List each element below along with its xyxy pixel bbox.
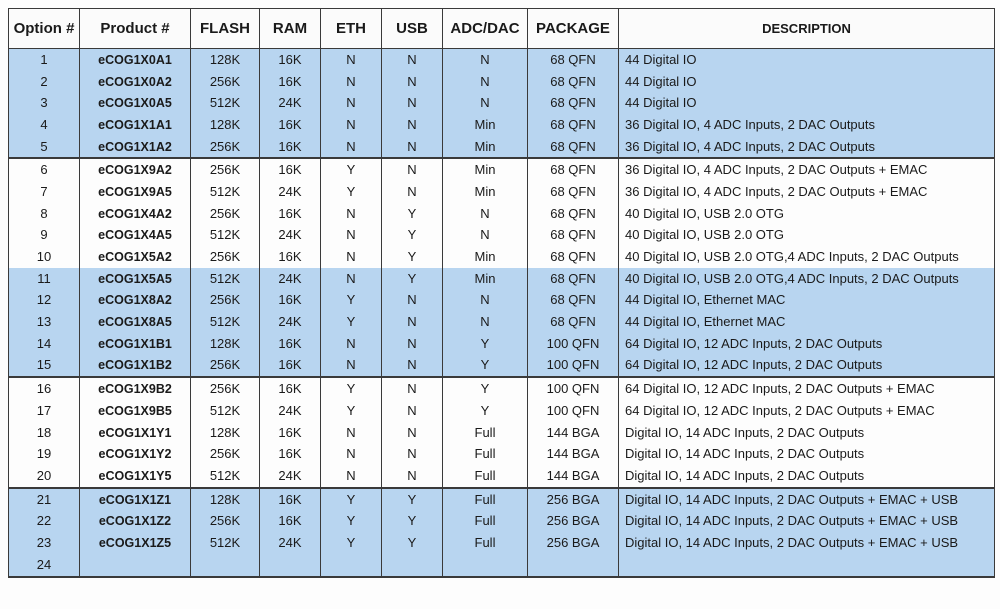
cell-ram: 16K — [260, 488, 321, 511]
table-row — [9, 465, 995, 488]
cell-flash: 256K — [191, 136, 260, 159]
table-row — [9, 158, 995, 181]
table-row — [9, 181, 995, 203]
cell-option: 2 — [9, 71, 80, 93]
cell-adc-dac: Min — [443, 268, 528, 290]
cell-description: 64 Digital IO, 12 ADC Inputs, 2 DAC Outputs — [619, 333, 995, 355]
cell-adc-dac: Full — [443, 443, 528, 465]
cell-flash: 256K — [191, 510, 260, 532]
cell-description — [619, 554, 995, 577]
cell-eth: Y — [321, 400, 382, 422]
cell-package: 68 QFN — [528, 71, 619, 93]
cell-eth: Y — [321, 311, 382, 333]
cell-adc-dac: Min — [443, 181, 528, 203]
cell-package: 68 QFN — [528, 225, 619, 247]
cell-ram: 16K — [260, 377, 321, 400]
cell-option: 4 — [9, 114, 80, 136]
cell-option: 20 — [9, 465, 80, 488]
cell-ram: 24K — [260, 92, 321, 114]
cell-product: eCOG1X1B2 — [80, 355, 191, 378]
table-row — [9, 71, 995, 93]
cell-option: 24 — [9, 554, 80, 577]
cell-adc-dac: Full — [443, 510, 528, 532]
cell-ram: 24K — [260, 268, 321, 290]
cell-flash: 512K — [191, 532, 260, 554]
cell-eth: N — [321, 92, 382, 114]
cell-usb: N — [382, 92, 443, 114]
cell-option: 17 — [9, 400, 80, 422]
cell-adc-dac: Min — [443, 114, 528, 136]
table-row — [9, 333, 995, 355]
cell-eth: Y — [321, 181, 382, 203]
cell-eth: N — [321, 246, 382, 268]
cell-package: 256 BGA — [528, 532, 619, 554]
cell-product: eCOG1X1Y2 — [80, 443, 191, 465]
cell-product: eCOG1X4A5 — [80, 225, 191, 247]
cell-eth: Y — [321, 532, 382, 554]
cell-package: 68 QFN — [528, 92, 619, 114]
cell-description: 40 Digital IO, USB 2.0 OTG — [619, 225, 995, 247]
cell-product: eCOG1X1Y5 — [80, 465, 191, 488]
header-product: Product # — [80, 9, 191, 49]
cell-eth — [321, 554, 382, 577]
cell-adc-dac: N — [443, 49, 528, 71]
table-row — [9, 246, 995, 268]
cell-option: 19 — [9, 443, 80, 465]
cell-eth: N — [321, 225, 382, 247]
cell-flash: 512K — [191, 181, 260, 203]
cell-option: 13 — [9, 311, 80, 333]
cell-flash — [191, 554, 260, 577]
cell-flash: 512K — [191, 225, 260, 247]
cell-description: Digital IO, 14 ADC Inputs, 2 DAC Outputs + EMAC + USB — [619, 510, 995, 532]
cell-usb: Y — [382, 268, 443, 290]
cell-usb: N — [382, 311, 443, 333]
cell-description: Digital IO, 14 ADC Inputs, 2 DAC Outputs + EMAC + USB — [619, 488, 995, 511]
cell-option: 3 — [9, 92, 80, 114]
cell-eth: N — [321, 333, 382, 355]
cell-option: 10 — [9, 246, 80, 268]
cell-option: 8 — [9, 203, 80, 225]
header-adc-dac: ADC/DAC — [443, 9, 528, 49]
cell-package: 68 QFN — [528, 246, 619, 268]
header-ram: RAM — [260, 9, 321, 49]
cell-ram: 16K — [260, 333, 321, 355]
cell-eth: N — [321, 136, 382, 159]
cell-option: 9 — [9, 225, 80, 247]
cell-flash: 512K — [191, 92, 260, 114]
cell-adc-dac — [443, 554, 528, 577]
cell-flash: 128K — [191, 49, 260, 71]
cell-eth: Y — [321, 290, 382, 312]
cell-description: 40 Digital IO, USB 2.0 OTG,4 ADC Inputs, 2 DAC Outputs — [619, 246, 995, 268]
cell-ram: 24K — [260, 181, 321, 203]
cell-usb: Y — [382, 488, 443, 511]
table-row — [9, 510, 995, 532]
cell-flash: 512K — [191, 400, 260, 422]
cell-adc-dac: N — [443, 92, 528, 114]
cell-flash: 256K — [191, 290, 260, 312]
table-row — [9, 136, 995, 159]
cell-eth: N — [321, 71, 382, 93]
cell-eth: N — [321, 422, 382, 444]
cell-ram: 24K — [260, 465, 321, 488]
cell-package: 68 QFN — [528, 203, 619, 225]
cell-eth: N — [321, 114, 382, 136]
header-description: DESCRIPTION — [619, 9, 995, 49]
cell-description: 36 Digital IO, 4 ADC Inputs, 2 DAC Outputs + EMAC — [619, 158, 995, 181]
table-row — [9, 443, 995, 465]
cell-ram: 16K — [260, 114, 321, 136]
cell-eth: Y — [321, 488, 382, 511]
cell-adc-dac: N — [443, 71, 528, 93]
cell-adc-dac: N — [443, 203, 528, 225]
cell-flash: 512K — [191, 465, 260, 488]
cell-flash: 512K — [191, 311, 260, 333]
cell-adc-dac: N — [443, 290, 528, 312]
cell-ram: 24K — [260, 400, 321, 422]
table-row — [9, 422, 995, 444]
header-eth: ETH — [321, 9, 382, 49]
cell-usb: N — [382, 333, 443, 355]
cell-adc-dac: Full — [443, 422, 528, 444]
cell-flash: 256K — [191, 377, 260, 400]
cell-usb: N — [382, 400, 443, 422]
cell-product: eCOG1X0A1 — [80, 49, 191, 71]
table-row — [9, 225, 995, 247]
cell-description: 36 Digital IO, 4 ADC Inputs, 2 DAC Outputs — [619, 114, 995, 136]
cell-usb: N — [382, 71, 443, 93]
cell-product: eCOG1X1B1 — [80, 333, 191, 355]
cell-description: 36 Digital IO, 4 ADC Inputs, 2 DAC Outputs — [619, 136, 995, 159]
cell-ram: 16K — [260, 136, 321, 159]
cell-ram: 24K — [260, 532, 321, 554]
cell-description: 44 Digital IO — [619, 71, 995, 93]
cell-adc-dac: Full — [443, 465, 528, 488]
cell-package: 144 BGA — [528, 443, 619, 465]
cell-description: 64 Digital IO, 12 ADC Inputs, 2 DAC Outputs — [619, 355, 995, 378]
cell-eth: N — [321, 465, 382, 488]
header-option: Option # — [9, 9, 80, 49]
cell-option: 1 — [9, 49, 80, 71]
cell-package: 100 QFN — [528, 377, 619, 400]
cell-option: 11 — [9, 268, 80, 290]
cell-description: 44 Digital IO — [619, 49, 995, 71]
cell-package: 144 BGA — [528, 422, 619, 444]
cell-flash: 128K — [191, 422, 260, 444]
cell-option: 16 — [9, 377, 80, 400]
cell-package: 68 QFN — [528, 158, 619, 181]
cell-usb: N — [382, 181, 443, 203]
cell-ram: 16K — [260, 355, 321, 378]
cell-product: eCOG1X4A2 — [80, 203, 191, 225]
cell-flash: 256K — [191, 355, 260, 378]
cell-product: eCOG1X9B2 — [80, 377, 191, 400]
cell-package — [528, 554, 619, 577]
cell-ram: 16K — [260, 158, 321, 181]
cell-adc-dac: Full — [443, 488, 528, 511]
cell-ram: 16K — [260, 510, 321, 532]
cell-ram: 16K — [260, 203, 321, 225]
cell-description: Digital IO, 14 ADC Inputs, 2 DAC Outputs — [619, 443, 995, 465]
cell-package: 68 QFN — [528, 268, 619, 290]
table-row — [9, 488, 995, 511]
cell-ram: 16K — [260, 49, 321, 71]
cell-product: eCOG1X1Z1 — [80, 488, 191, 511]
cell-usb: N — [382, 465, 443, 488]
cell-package: 68 QFN — [528, 136, 619, 159]
cell-description: 44 Digital IO — [619, 92, 995, 114]
cell-flash: 128K — [191, 114, 260, 136]
table-row — [9, 92, 995, 114]
cell-flash: 256K — [191, 158, 260, 181]
cell-option: 15 — [9, 355, 80, 378]
cell-flash: 512K — [191, 268, 260, 290]
cell-usb: N — [382, 355, 443, 378]
table-row — [9, 554, 995, 577]
cell-adc-dac: Y — [443, 333, 528, 355]
cell-flash: 256K — [191, 203, 260, 225]
cell-package: 256 BGA — [528, 488, 619, 511]
cell-option: 21 — [9, 488, 80, 511]
cell-description: Digital IO, 14 ADC Inputs, 2 DAC Outputs — [619, 422, 995, 444]
cell-product: eCOG1X0A2 — [80, 71, 191, 93]
cell-eth: Y — [321, 158, 382, 181]
cell-product: eCOG1X5A2 — [80, 246, 191, 268]
cell-option: 6 — [9, 158, 80, 181]
cell-eth: Y — [321, 377, 382, 400]
cell-description: Digital IO, 14 ADC Inputs, 2 DAC Outputs — [619, 465, 995, 488]
cell-usb: N — [382, 158, 443, 181]
cell-adc-dac: N — [443, 225, 528, 247]
cell-usb — [382, 554, 443, 577]
cell-package: 100 QFN — [528, 333, 619, 355]
cell-product: eCOG1X5A5 — [80, 268, 191, 290]
cell-ram: 16K — [260, 246, 321, 268]
cell-ram — [260, 554, 321, 577]
cell-usb: Y — [382, 225, 443, 247]
cell-option: 23 — [9, 532, 80, 554]
cell-package: 68 QFN — [528, 290, 619, 312]
cell-adc-dac: Full — [443, 532, 528, 554]
cell-ram: 16K — [260, 422, 321, 444]
cell-description: 64 Digital IO, 12 ADC Inputs, 2 DAC Outputs + EMAC — [619, 400, 995, 422]
cell-adc-dac: Min — [443, 158, 528, 181]
cell-eth: N — [321, 355, 382, 378]
cell-usb: N — [382, 290, 443, 312]
cell-description: 44 Digital IO, Ethernet MAC — [619, 311, 995, 333]
cell-product: eCOG1X1A2 — [80, 136, 191, 159]
cell-adc-dac: Min — [443, 136, 528, 159]
header-flash: FLASH — [191, 9, 260, 49]
cell-product: eCOG1X9B5 — [80, 400, 191, 422]
cell-product: eCOG1X9A5 — [80, 181, 191, 203]
cell-product: eCOG1X8A5 — [80, 311, 191, 333]
cell-option: 5 — [9, 136, 80, 159]
table-row — [9, 355, 995, 378]
table-row — [9, 377, 995, 400]
table-row — [9, 400, 995, 422]
cell-package: 256 BGA — [528, 510, 619, 532]
cell-package: 68 QFN — [528, 311, 619, 333]
cell-usb: N — [382, 422, 443, 444]
cell-product: eCOG1X8A2 — [80, 290, 191, 312]
cell-adc-dac: N — [443, 311, 528, 333]
cell-product — [80, 554, 191, 577]
table-row — [9, 311, 995, 333]
table-row — [9, 203, 995, 225]
cell-package: 68 QFN — [528, 114, 619, 136]
cell-ram: 16K — [260, 443, 321, 465]
product-options-table — [8, 8, 995, 578]
cell-package: 68 QFN — [528, 49, 619, 71]
cell-ram: 16K — [260, 290, 321, 312]
cell-description: 64 Digital IO, 12 ADC Inputs, 2 DAC Outputs + EMAC — [619, 377, 995, 400]
table-row — [9, 532, 995, 554]
cell-option: 7 — [9, 181, 80, 203]
cell-package: 100 QFN — [528, 355, 619, 378]
cell-eth: N — [321, 268, 382, 290]
cell-option: 22 — [9, 510, 80, 532]
cell-flash: 128K — [191, 333, 260, 355]
cell-product: eCOG1X9A2 — [80, 158, 191, 181]
cell-usb: N — [382, 377, 443, 400]
table-row — [9, 49, 995, 71]
cell-flash: 128K — [191, 488, 260, 511]
cell-eth: N — [321, 49, 382, 71]
cell-usb: N — [382, 114, 443, 136]
cell-flash: 256K — [191, 71, 260, 93]
cell-flash: 256K — [191, 443, 260, 465]
table-row — [9, 290, 995, 312]
cell-usb: N — [382, 443, 443, 465]
cell-adc-dac: Y — [443, 377, 528, 400]
cell-adc-dac: Y — [443, 400, 528, 422]
header-package: PACKAGE — [528, 9, 619, 49]
cell-usb: N — [382, 136, 443, 159]
cell-product: eCOG1X1Z2 — [80, 510, 191, 532]
cell-usb: Y — [382, 246, 443, 268]
cell-ram: 16K — [260, 71, 321, 93]
cell-package: 100 QFN — [528, 400, 619, 422]
cell-ram: 24K — [260, 311, 321, 333]
cell-description: 36 Digital IO, 4 ADC Inputs, 2 DAC Outputs + EMAC — [619, 181, 995, 203]
cell-option: 18 — [9, 422, 80, 444]
cell-adc-dac: Y — [443, 355, 528, 378]
cell-product: eCOG1X1Z5 — [80, 532, 191, 554]
table-row — [9, 268, 995, 290]
cell-description: 40 Digital IO, USB 2.0 OTG — [619, 203, 995, 225]
cell-product: eCOG1X1Y1 — [80, 422, 191, 444]
table-header-row — [9, 9, 995, 49]
cell-adc-dac: Min — [443, 246, 528, 268]
table-row — [9, 114, 995, 136]
cell-description: Digital IO, 14 ADC Inputs, 2 DAC Outputs + EMAC + USB — [619, 532, 995, 554]
cell-product: eCOG1X1A1 — [80, 114, 191, 136]
cell-usb: Y — [382, 510, 443, 532]
cell-usb: N — [382, 49, 443, 71]
cell-product: eCOG1X0A5 — [80, 92, 191, 114]
cell-package: 144 BGA — [528, 465, 619, 488]
cell-eth: Y — [321, 510, 382, 532]
cell-package: 68 QFN — [528, 181, 619, 203]
cell-usb: Y — [382, 203, 443, 225]
cell-description: 44 Digital IO, Ethernet MAC — [619, 290, 995, 312]
cell-description: 40 Digital IO, USB 2.0 OTG,4 ADC Inputs, 2 DAC Outputs — [619, 268, 995, 290]
cell-ram: 24K — [260, 225, 321, 247]
header-usb: USB — [382, 9, 443, 49]
cell-option: 12 — [9, 290, 80, 312]
cell-eth: N — [321, 443, 382, 465]
cell-usb: Y — [382, 532, 443, 554]
cell-option: 14 — [9, 333, 80, 355]
cell-eth: N — [321, 203, 382, 225]
cell-flash: 256K — [191, 246, 260, 268]
